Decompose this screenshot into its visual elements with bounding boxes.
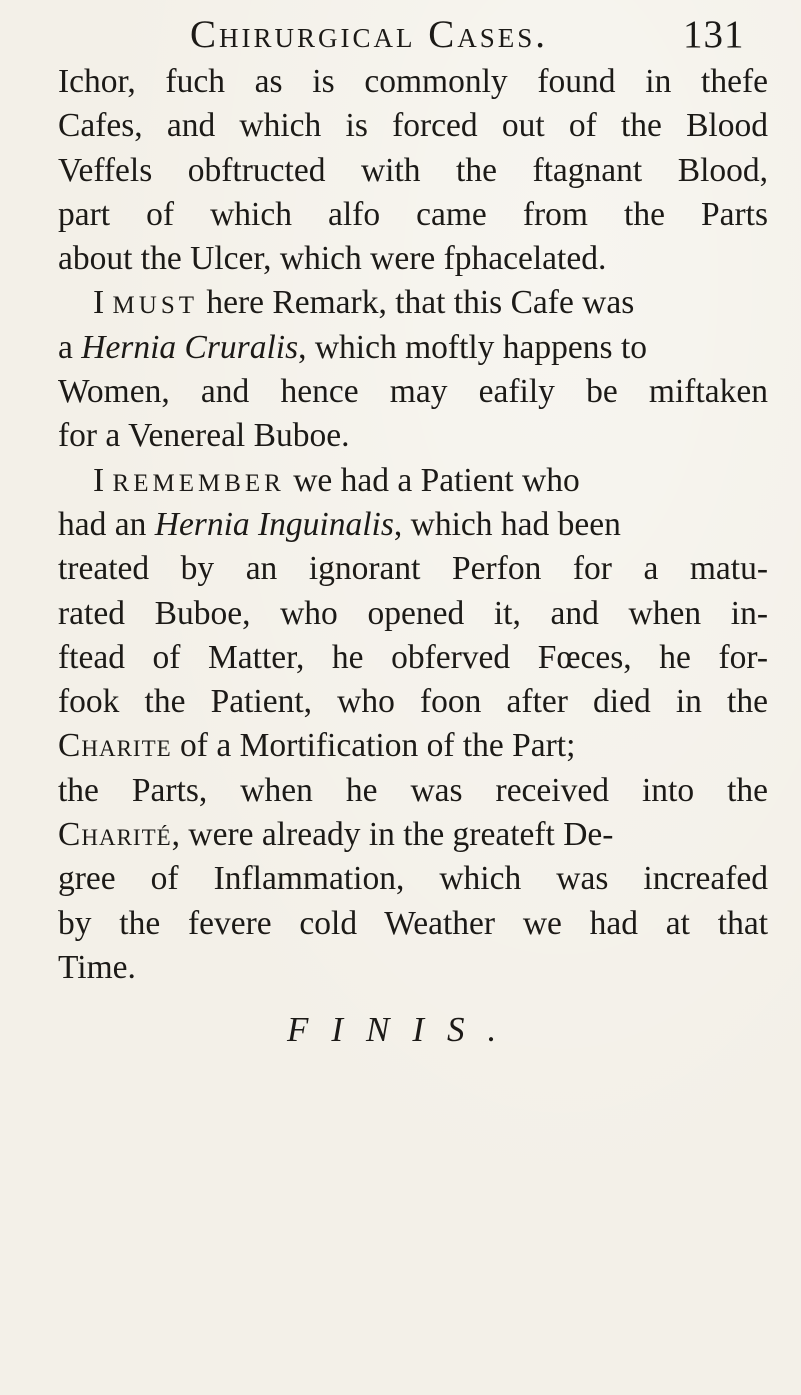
- text-span: a: [58, 328, 82, 366]
- italic-term: Hernia Inguinalis: [154, 505, 394, 543]
- text-span: here Remark, that this Cafe was: [198, 284, 635, 322]
- text-span: we had a Patient who: [284, 461, 580, 499]
- lead-word: REMEMBER: [112, 469, 285, 497]
- text-line: Ichor, fuch as is commonly found in thefe: [58, 63, 768, 100]
- text-line: the Parts, when he was received into the: [58, 771, 768, 809]
- text-line: ftead of Matter, he obferved Fœces, he for-: [58, 638, 768, 676]
- lead-word: MUST: [112, 292, 198, 320]
- text-line: [58, 326, 768, 370]
- text-line: rated Buboe, who opened it, and when in-: [58, 594, 768, 632]
- text-span: , which moftly happens to: [298, 328, 648, 366]
- page-number: 131: [683, 13, 745, 56]
- text-line: gree of Inflammation, which was increafed: [58, 860, 768, 898]
- italic-term: Hernia Cruralis: [81, 328, 299, 366]
- text-line: by the fevere cold Weather we had at that: [58, 904, 768, 942]
- text-line: Veffels obftructed with the ftagnant Blood,: [58, 151, 768, 189]
- body-text: [58, 60, 768, 990]
- text-line: part of which alfo came from the Parts: [58, 195, 768, 233]
- lead-initial: I: [93, 461, 105, 499]
- place-name: Charité: [58, 816, 172, 854]
- text-line: fook the Patient, who foon after died in the: [58, 683, 768, 721]
- text-line: [58, 281, 768, 325]
- text-line: [58, 459, 768, 503]
- running-head: [150, 12, 750, 60]
- text-span: , were already in the greateft De-: [171, 816, 614, 854]
- text-line: for a Venereal Buboe.: [58, 417, 350, 455]
- text-line: [58, 724, 768, 768]
- running-title: Chirurgical Cases.: [190, 13, 549, 56]
- text-line: about the Ulcer, which were fphacelated.: [58, 240, 607, 278]
- text-line: treated by an ignorant Perfon for a matu-: [58, 550, 768, 588]
- text-span: had an: [58, 505, 155, 543]
- text-line: Time.: [58, 948, 136, 986]
- text-line: [58, 813, 768, 857]
- text-line: Cafes, and which is forced out of the Blood: [58, 107, 768, 145]
- text-line: [58, 503, 768, 547]
- text-line: Women, and hence may eafily be miftaken: [58, 373, 768, 411]
- text-span: of a Mortification of the Part;: [171, 727, 576, 765]
- text-span: , which had been: [393, 505, 621, 543]
- finis: FINIS.: [287, 1010, 520, 1049]
- lead-initial: I: [93, 284, 105, 322]
- place-name: Charite: [58, 727, 172, 765]
